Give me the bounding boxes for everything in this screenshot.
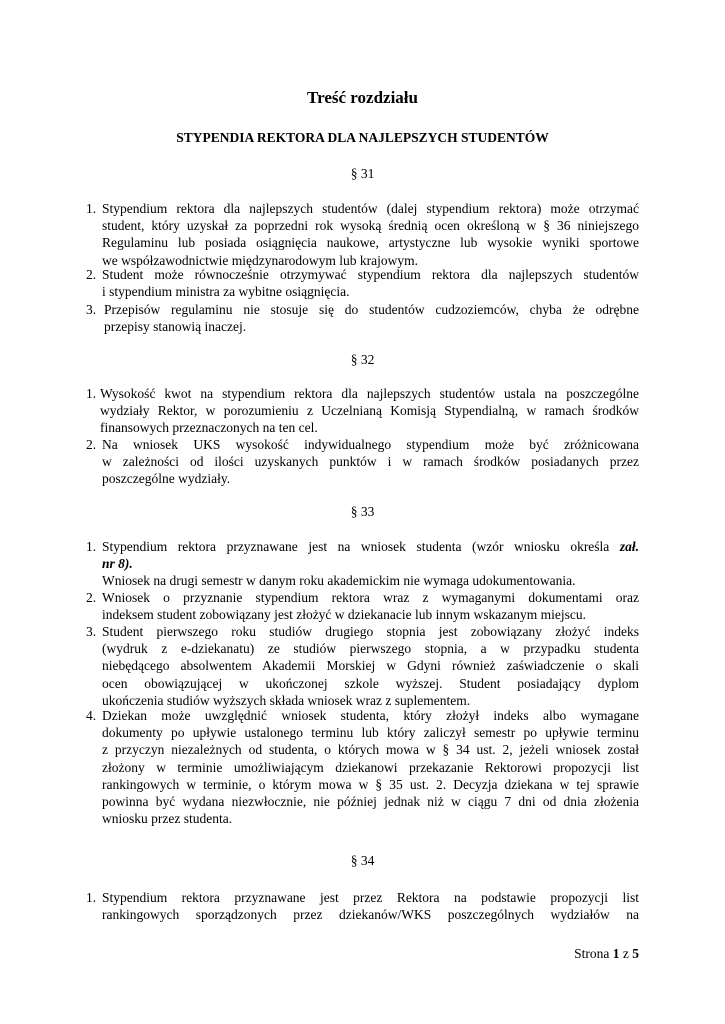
text-line: z przyczyn niezależnych od studenta, o których mowa w § 34 ust. 2, jeżeli wniosek został <box>102 742 639 758</box>
text-line: Na wniosek UKS wysokość indywidualnego stypendium może być zróżnicowana <box>102 437 639 452</box>
paragraph-31-1 <box>86 200 639 269</box>
text-line: przepisy stanowią inaczej. <box>104 319 247 335</box>
text-line: Student pierwszego roku studiów drugiego stopnia jest zobowiązany złożyć indeks <box>102 624 639 639</box>
paragraph-33-4 <box>86 707 639 827</box>
text-line: we współzawodnictwie międzynarodowym lub krajowym. <box>102 252 419 268</box>
item-number: 2. <box>86 590 97 605</box>
text-line: w zależności od ilości uzyskanych punktów i w ramach środków posiadanych przez <box>102 454 639 470</box>
section-heading-34: § 34 <box>350 853 375 868</box>
text-line: i stypendium ministra za wybitne osiągnięcia. <box>102 284 350 300</box>
section-heading-33: § 33 <box>350 504 375 519</box>
paragraph-33-3 <box>86 623 639 709</box>
text-line: powinna być wydana niezwłocznie, nie później jednak niż w ciągu 7 dni od dnia złożenia <box>102 794 639 810</box>
text-line: Stypendium rektora przyznawane jest przez Rektora na podstawie propozycji list <box>102 890 639 905</box>
paragraph-31-2 <box>86 266 639 300</box>
item-number: 1. <box>86 386 97 401</box>
item-number: 3. <box>86 302 97 317</box>
text-line: Stypendium rektora dla najlepszych studentów (dalej stypendium rektora) może otrzymać <box>102 201 639 216</box>
text-line: ukończenia studiów wyższych składa wniosek wraz z suplementem. <box>102 692 471 708</box>
item-number: 1. <box>86 890 97 905</box>
item-number: 4. <box>86 708 97 723</box>
text-line: finansowych przeznaczonych na ten cel. <box>100 420 318 436</box>
text-line: niebędącego absolwentem Akademii Morskiej w Gdyni również zaświadczenie o skali <box>102 658 639 674</box>
text-line-with-ref <box>102 538 639 555</box>
paragraph-34-1 <box>86 889 639 923</box>
item-number: 2. <box>86 437 97 452</box>
text-line: Stypendium rektora przyznawane jest na wniosek studenta (wzór wniosku określa <box>102 539 610 554</box>
item-number: 2. <box>86 267 97 282</box>
text-line: Wniosek na drugi semestr w danym roku akademickim nie wymaga udokumentowania. <box>102 573 576 589</box>
page-total: 5 <box>632 946 639 961</box>
text-line: ocen obowiązującej w ukończonej szkole wyższej. Student posiadający dyplom <box>102 675 639 691</box>
paragraph-31-3 <box>86 301 639 335</box>
attachment-ref: zał. <box>619 539 639 554</box>
item-number: 3. <box>86 624 97 639</box>
section-heading-32: § 32 <box>350 352 375 367</box>
attachment-ref-cont: nr 8). <box>102 556 133 572</box>
text-line <box>102 555 639 572</box>
text-line: Student może równocześnie otrzymywać stypendium rektora dla najlepszych studentów <box>102 267 639 282</box>
text-line: indeksem student zobowiązany jest złożyć w dziekanacie lub innym wskazanym miejscu. <box>102 607 586 623</box>
text-line: dokumenty po upływie ustalonego terminu lub który zaliczył semestr po upływie terminu <box>102 725 639 741</box>
text-line: (wydruk z e-dziekanatu) ze studiów pierwszego stopnia, a w przypadku studenta <box>102 641 639 657</box>
text-line: poszczególne wydziały. <box>102 471 231 487</box>
paragraph-33-1 <box>86 538 639 590</box>
page-current: 1 <box>612 946 620 961</box>
text-line: wydziały Rektor, w porozumieniu z Uczelnianą Komisją Stypendialną, w ramach środków <box>100 403 639 419</box>
text-line: wniosku przez studenta. <box>102 811 233 827</box>
text-line: student, który uzyskał za poprzedni rok wysoką średnią ocen określoną w § 36 niniejszego <box>102 218 639 234</box>
text-line: Przepisów regulaminu nie stosuje się do studentów cudzoziemców, chyba że odrębne <box>104 302 639 317</box>
document-title: Treść rozdziału <box>307 88 418 107</box>
section-heading-31: § 31 <box>350 166 375 181</box>
text-line: złożony w terminie umożliwiającym dziekanowi przekazanie Rektorowi propozycji list <box>102 759 639 775</box>
item-number: 1. <box>86 201 97 216</box>
item-number: 1. <box>86 539 97 554</box>
text-line: rankingowych sporządzonych przez dziekanów/WKS poszczególnych wydziałów na <box>102 907 639 923</box>
page-of: z <box>622 946 629 961</box>
text-line: Wniosek o przyznanie stypendium rektora wraz z wymaganymi dokumentami oraz <box>102 590 639 605</box>
text-line: Wysokość kwot na stypendium rektora dla najlepszych studentów ustala na poszczególne <box>100 386 639 401</box>
paragraph-32-2 <box>86 436 639 488</box>
text-line: Dziekan może uwzględnić wniosek studenta, który złożył indeks albo wymagane <box>102 708 639 723</box>
text-line: rankingowych w terminie, o którym mowa w § 35 ust. 2. Decyzja dziekana w tej sprawie <box>102 776 639 792</box>
page-number-footer <box>574 946 639 962</box>
text-line: Regulaminu lub posiada osiągnięcia naukowe, artystyczne lub wysokie wyniki sportowe <box>102 235 639 251</box>
chapter-title: STYPENDIA REKTORA DLA NAJLEPSZYCH STUDENTÓW <box>176 130 549 145</box>
paragraph-33-2 <box>86 589 639 623</box>
page-label: Strona <box>574 946 610 961</box>
paragraph-32-1 <box>86 385 639 437</box>
